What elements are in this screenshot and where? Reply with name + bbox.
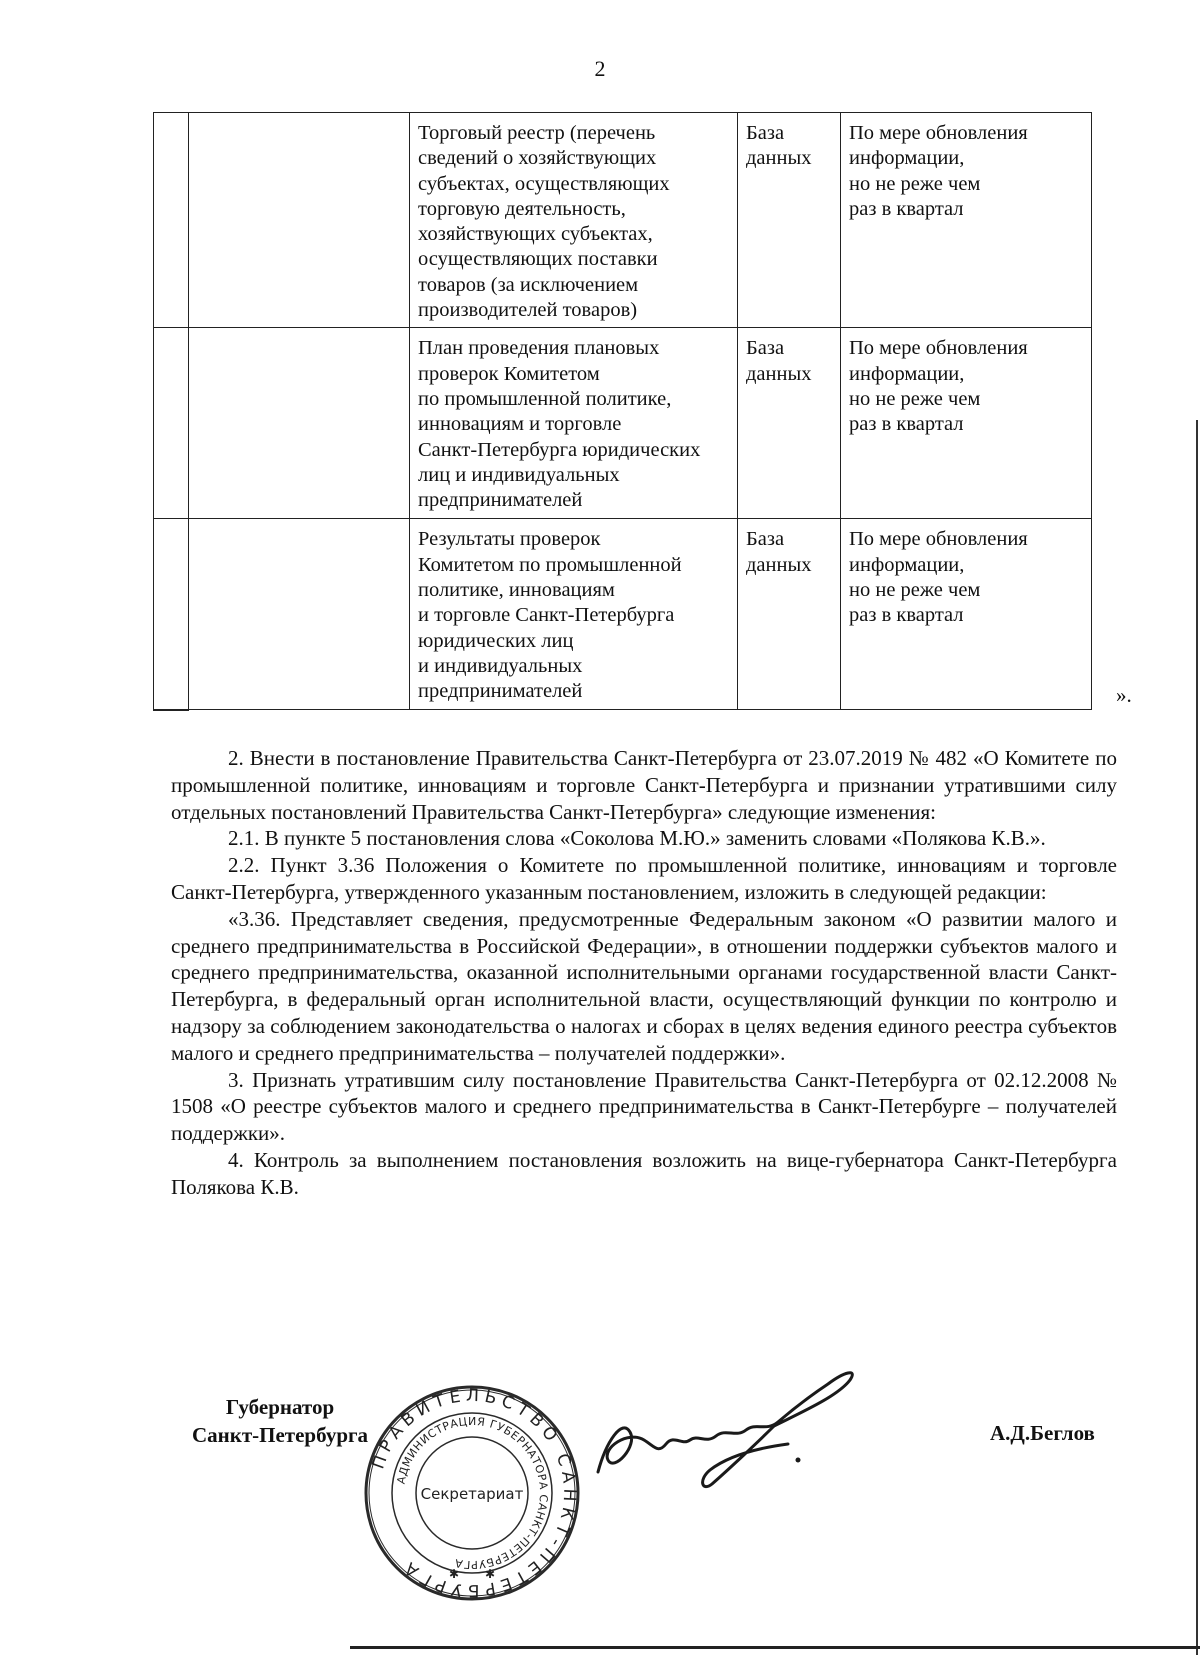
official-seal-icon: [362, 1383, 582, 1603]
table-cell-frequency: По мере обновления информации, но не реже чем раз в квартал: [841, 328, 1092, 519]
paragraph-2-1: 2.1. В пункте 5 постановления слова «Соколова М.Ю.» заменить словами «Полякова К.В.».: [228, 826, 1046, 851]
paragraph-2: 2. Внести в постановление Правительства Санкт-Петербурга от 23.07.2019 № 482 «О Комитете по промышленной политике, инновациям и торговле Санкт-Петербурга и признании утратившими силу отдельных постановлений Правительства Санкт-Петербурга» следующие изменения:: [171, 746, 1117, 824]
table-closing-quote: ».: [1116, 683, 1132, 707]
table-cell-owner: [189, 113, 410, 328]
paragraph-3: 3. Признать утратившим силу постановление Правительства Санкт-Петербурга от 02.12.2008 № 1508 «О реестре субъектов малого и среднего предпринимательства в Санкт-Петербурге – получателей поддержки».: [171, 1067, 1117, 1146]
table-cell-form: База данных: [738, 519, 841, 710]
table-row: [154, 113, 1092, 328]
table-cell-form: База данных: [738, 328, 841, 519]
table-cell-name: Торговый реестр (перечень сведений о хозяйствующих субъектах, осуществляющих торговую деятельность, хозяйствующих субъектах, осуществляющих поставки товаров (за исключением производителей товаров): [410, 113, 738, 328]
svg-text:АДМИНИСТРАЦИЯ ГУБЕРНАТОРА САНК: АДМИНИСТРАЦИЯ ГУБЕРНАТОРА САНКТ-ПЕТЕРБУРГА: [394, 1414, 551, 1572]
table-cell-form: База данных: [738, 113, 841, 328]
table-cell-owner: [189, 328, 410, 519]
table-cell-number: [154, 113, 189, 328]
svg-text:✱: ✱: [448, 1567, 460, 1581]
table-cell-number: [154, 519, 189, 710]
signatory-title-line2: Санкт-Петербурга: [191, 1423, 369, 1447]
paragraph-3-36-quote: «3.36. Представляет сведения, предусмотренные Федеральным законом «О развитии малого и среднего предпринимательства в Российской Федерации», в отношении поддержки субъектов малого и среднего предпринимательства, оказанной исполнительными органами государственной власти Санкт-Петербурга, в федеральный орган исполнительной власти, осуществляющий функции по контролю и надзору за соблюдением законодательства о налогах и сборах в целях ведения единого реестра субъектов малого и среднего предпринимательства – получателей поддержки».: [171, 906, 1117, 1065]
svg-text:Секретариат: Секретариат: [420, 1485, 524, 1503]
table-cell-frequency: По мере обновления информации, но не реже чем раз в квартал: [841, 519, 1092, 710]
signatory-title-line1: Губернатор: [225, 1395, 335, 1419]
table-cell-owner: [189, 519, 410, 710]
table-cell-number: [154, 328, 189, 519]
svg-text:✱: ✱: [484, 1567, 496, 1581]
resolution-body: [171, 745, 1117, 1201]
table-row: [154, 328, 1092, 519]
page-number: 2: [594, 56, 606, 81]
signatory-name: А.Д.Беглов: [990, 1421, 1095, 1445]
paragraph-2-2: 2.2. Пункт 3.36 Положения о Комитете по промышленной политике, инновациям и торговле Санкт-Петербурга, утвержденного указанным постановлением, изложить в следующей редакции:: [171, 853, 1117, 904]
table-cell-name: Результаты проверок Комитетом по промышленной политике, инновациям и торговле Санкт-Петербурга юридических лиц и индивидуальных предпринимателей: [410, 519, 738, 710]
paragraph-4: 4. Контроль за выполнением постановления возложить на вице-губернатора Санкт-Петербурга Полякова К.В.: [171, 1147, 1117, 1199]
scan-bottom-edge: [350, 1646, 1200, 1649]
scan-edge-line: [1196, 420, 1198, 1655]
table-row: [154, 519, 1092, 710]
handwritten-signature-icon: [588, 1360, 888, 1500]
table-cell-name: План проведения плановых проверок Комитетом по промышленной политике, инновациям и торговле Санкт-Петербурга юридических лиц и индивидуальных предпринимателей: [410, 328, 738, 519]
registry-table: [153, 112, 1092, 711]
table-cell-frequency: По мере обновления информации, но не реже чем раз в квартал: [841, 113, 1092, 328]
svg-text:ПРАВИТЕЛЬСТВО САНКТ-ПЕТЕРБУРГА: ПРАВИТЕЛЬСТВО САНКТ-ПЕТЕРБУРГА: [368, 1385, 580, 1601]
